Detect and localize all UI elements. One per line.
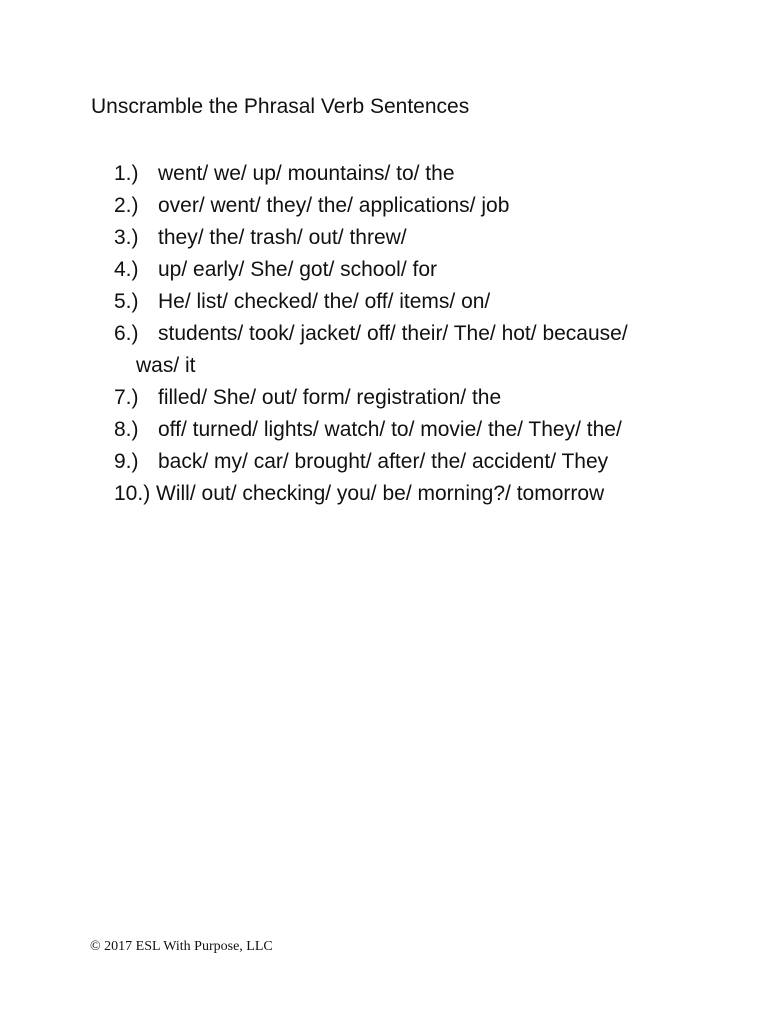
list-item <box>114 190 714 222</box>
item-number: 2.) <box>114 194 139 217</box>
item-text: He/ list/ checked/ the/ off/ items/ on/ <box>158 290 491 313</box>
item-number: 6.) <box>114 322 139 345</box>
sentence-list <box>114 158 714 510</box>
item-text: back/ my/ car/ brought/ after/ the/ accident/ They <box>158 450 609 473</box>
item-text: went/ we/ up/ mountains/ to/ the <box>158 162 455 185</box>
copyright-footer: © 2017 ESL With Purpose, LLC <box>90 939 273 954</box>
item-text: students/ took/ jacket/ off/ their/ The/ hot/ because/ <box>158 322 628 345</box>
item-text: over/ went/ they/ the/ applications/ job <box>158 194 510 217</box>
item-number: 7.) <box>114 386 139 409</box>
list-item <box>114 222 714 254</box>
item-text: Will/ out/ checking/ you/ be/ morning?/ tomorrow <box>156 482 605 505</box>
item-text: filled/ She/ out/ form/ registration/ the <box>158 386 502 409</box>
item-number: 9.) <box>114 450 139 473</box>
item-text: they/ the/ trash/ out/ threw/ <box>158 226 407 249</box>
item-number: 10.) <box>114 482 151 505</box>
item-text-continuation: was/ it <box>136 354 196 377</box>
item-number: 5.) <box>114 290 139 313</box>
list-item <box>114 446 714 478</box>
list-item <box>114 382 714 414</box>
item-text: up/ early/ She/ got/ school/ for <box>158 258 437 281</box>
page-title: Unscramble the Phrasal Verb Sentences <box>91 95 470 118</box>
item-number: 8.) <box>114 418 139 441</box>
item-number: 3.) <box>114 226 139 249</box>
list-item <box>114 414 714 446</box>
list-item <box>114 478 714 510</box>
item-text: off/ turned/ lights/ watch/ to/ movie/ the/ They/ the/ <box>158 418 622 441</box>
list-item <box>114 286 714 318</box>
list-item <box>114 318 714 382</box>
item-number: 4.) <box>114 258 139 281</box>
item-number: 1.) <box>114 162 139 185</box>
list-item <box>114 158 714 190</box>
list-item <box>114 254 714 286</box>
